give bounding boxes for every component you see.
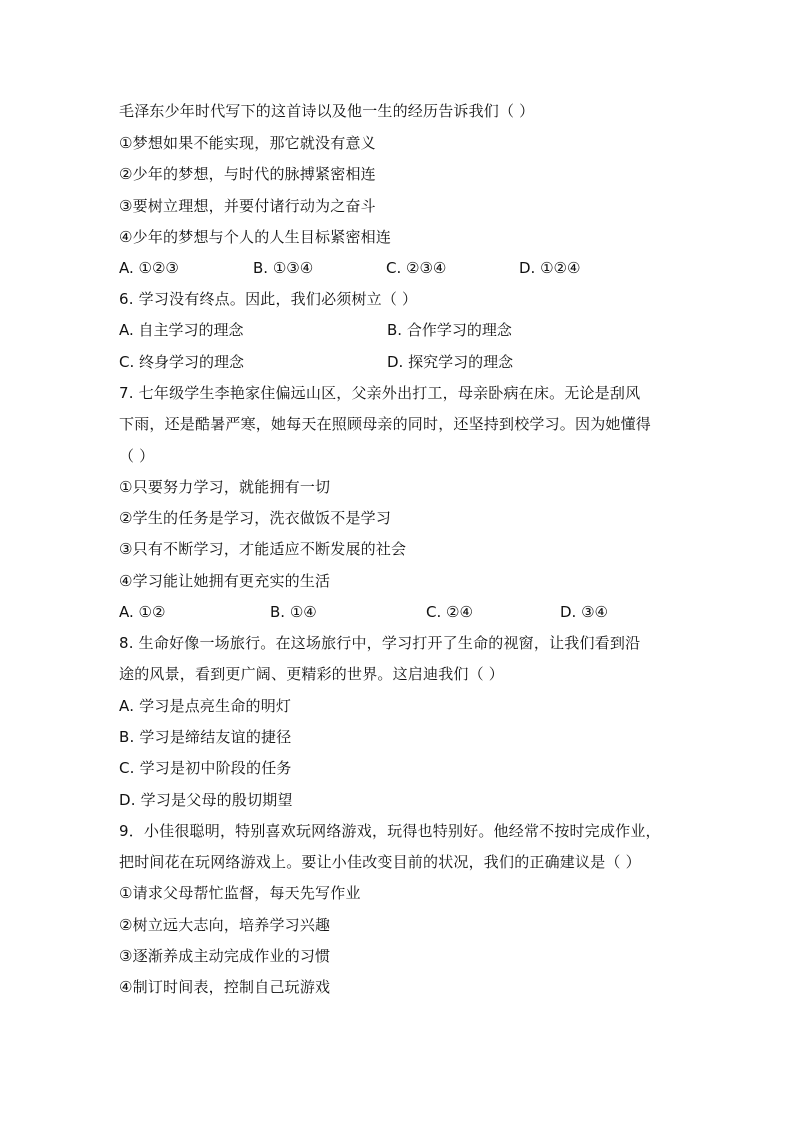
q9-item-4: ④制订时间表，控制自己玩游戏 — [119, 978, 331, 996]
q7-stem-line-2: 下雨，还是酷暑严寒，她每天在照顾母亲的同时，还坚持到校学习。因为她懂得 — [119, 415, 652, 433]
q7-option-d: D. ③④ — [560, 603, 608, 621]
q5-item-4: ④少年的梦想与个人的人生目标紧密相连 — [119, 228, 392, 246]
q9-item-3: ③逐渐养成主动完成作业的习惯 — [119, 947, 331, 965]
q7-stem-line-1: 7. 七年级学生李艳家住偏远山区，父亲外出打工，母亲卧病在床。无论是刮风 — [119, 384, 641, 402]
q7-item-2: ②学生的任务是学习，洗衣做饭不是学习 — [119, 509, 392, 527]
q8-option-d: D. 学习是父母的殷切期望 — [119, 791, 293, 809]
q6-option-d: D. 探究学习的理念 — [387, 353, 514, 371]
q6-stem: 6. 学习没有终点。因此，我们必须树立（ ） — [119, 290, 418, 308]
q5-item-1: ①梦想如果不能实现，那它就没有意义 — [119, 134, 376, 152]
q5-item-2: ②少年的梦想，与时代的脉搏紧密相连 — [119, 165, 376, 183]
q5-item-3: ③要树立理想，并要付诸行动为之奋斗 — [119, 197, 376, 215]
q7-item-1: ①只要努力学习，就能拥有一切 — [119, 478, 331, 496]
q5-option-a: A. ①②③ — [119, 259, 179, 277]
q7-option-a: A. ①② — [119, 603, 166, 621]
q8-option-c: C. 学习是初中阶段的任务 — [119, 759, 292, 777]
q5-option-b: B. ①③④ — [253, 259, 314, 277]
q8-stem-line-1: 8. 生命好像一场旅行。在这场旅行中，学习打开了生命的视窗，让我们看到沿 — [119, 634, 641, 652]
q6-option-c: C. 终身学习的理念 — [119, 353, 245, 371]
q5-option-d: D. ①②④ — [519, 259, 581, 277]
q9-stem-line-2: 把时间花在玩网络游戏上。要让小佳改变目前的状况，我们的正确建议是（ ） — [119, 853, 641, 871]
q5-stem: 毛泽东少年时代写下的这首诗以及他一生的经历告诉我们（ ） — [119, 102, 535, 120]
q8-option-a: A. 学习是点亮生命的明灯 — [119, 697, 292, 715]
q6-option-a: A. 自主学习的理念 — [119, 321, 244, 339]
q9-item-1: ①请求父母帮忙监督，每天先写作业 — [119, 884, 361, 902]
q7-option-c: C. ②④ — [426, 603, 473, 621]
q7-item-3: ③只有不断学习，才能适应不断发展的社会 — [119, 540, 407, 558]
q7-option-b: B. ①④ — [270, 603, 317, 621]
q6-option-b: B. 合作学习的理念 — [387, 321, 512, 339]
q5-option-c: C. ②③④ — [386, 259, 447, 277]
q9-stem-line-1: 9．小佳很聪明，特别喜欢玩网络游戏，玩得也特别好。他经常不按时完成作业， — [119, 822, 661, 840]
q8-option-b: B. 学习是缔结友谊的捷径 — [119, 728, 292, 746]
q9-item-2: ②树立远大志向，培养学习兴趣 — [119, 916, 331, 934]
q7-stem-line-3: （ ） — [119, 447, 155, 465]
q8-stem-line-2: 途的风景，看到更广阔、更精彩的世界。这启迪我们（ ） — [119, 665, 504, 683]
q7-item-4: ④学习能让她拥有更充实的生活 — [119, 572, 331, 590]
